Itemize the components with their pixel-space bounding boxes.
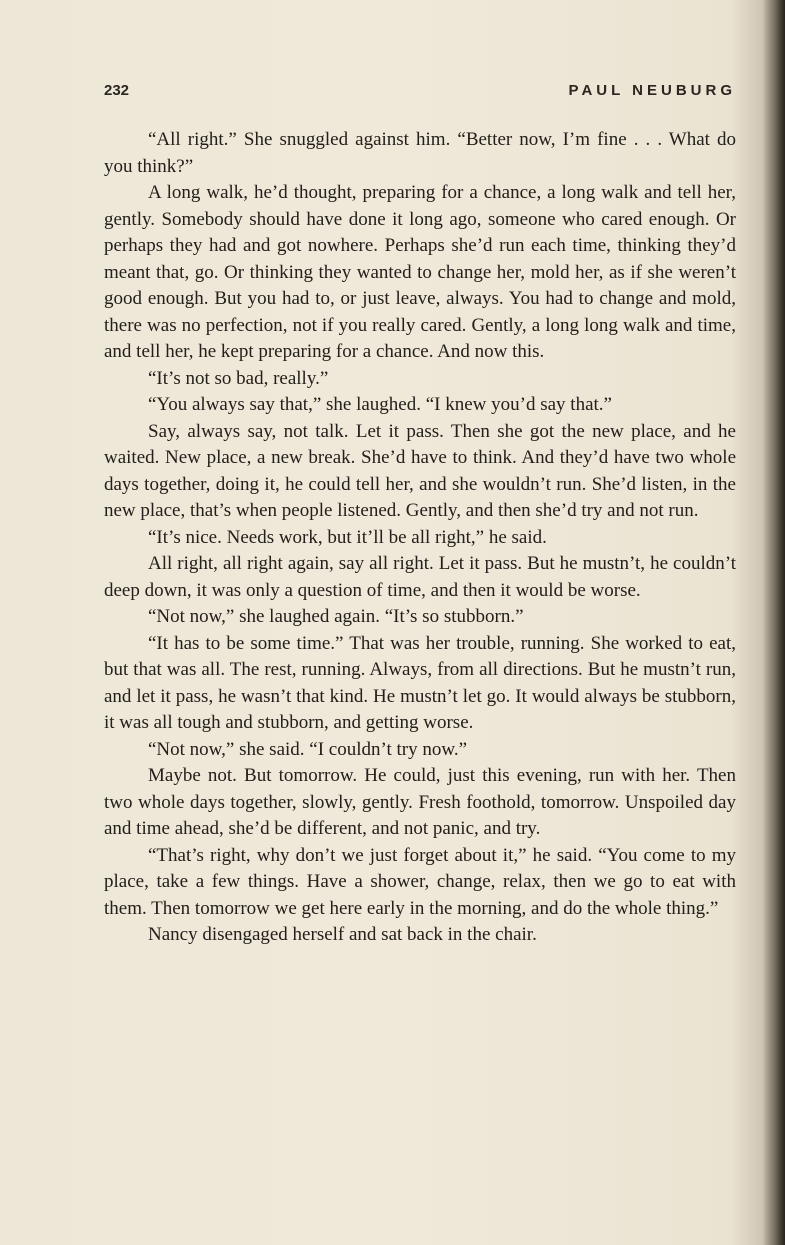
paragraph: “It’s nice. Needs work, but it’ll be all right,” he said. — [148, 526, 547, 548]
running-head: PAUL NEUBURG — [568, 82, 736, 99]
paragraph: Nancy disengaged herself and sat back in the chair. — [148, 924, 537, 945]
paragraph: “It has to be some time.” That was her trouble, running. She worked to eat, but that was all. The rest, running. Always, from all directions. But he mustn’t run, and let it pass, he wasn’t that kind. He mustn’t let go. It would always be stubborn, it was all tough and stubborn, and getting worse. — [104, 632, 736, 733]
page-number: 232 — [104, 82, 130, 99]
paragraph: “Not now,” she laughed again. “It’s so stubborn.” — [148, 606, 524, 627]
paragraph: “All right.” She snuggled against him. “Better now, I’m fine . . . What do you think?” — [104, 129, 736, 177]
page-header — [104, 82, 736, 106]
paragraph: A long walk, he’d thought, preparing for a chance, a long walk and tell her, gently. Somebody should have done it long ago, someone who cared enough. Or perhaps they had and got nowhere. Perhaps she’d run each time, thinking they’d meant that, go. Or thinking they wanted to change her, mold her, as if she weren’t good enough. But you had to, or just leave, always. You had to change and mold, there was no perfection, not if you really cared. Gently, a long long walk and time, and tell her, he kept preparing for a chance. And now this. — [104, 182, 736, 362]
body-text — [104, 127, 736, 949]
paragraph: “It’s not so bad, really.” — [148, 367, 329, 389]
paragraph: Say, always say, not talk. Let it pass. Then she got the new place, and he waited. New place, a new break. She’d have to think. And they’d have two whole days together, doing it, he could tell her, and she wouldn’t run. She’d listen, in the new place, that’s when people listened. Gently, and then she’d try and not run. — [104, 420, 736, 521]
paragraph: “Not now,” she said. “I couldn’t try now.” — [148, 738, 468, 760]
paragraph: Maybe not. But tomorrow. He could, just this evening, run with her. Then two whole days together, slowly, gently. Fresh foothold, tomorrow. Unspoiled day and time ahead, she’d be different, and not panic, and try. — [104, 765, 736, 839]
page-gutter-shadow — [763, 0, 785, 1245]
paragraph: “That’s right, why don’t we just forget about it,” he said. “You come to my place, take a few things. Have a shower, change, relax, then we go to eat with them. Then tomorrow we get here early in the morning, and do the whole thing.” — [104, 844, 736, 919]
paragraph: “You always say that,” she laughed. “I knew you’d say that.” — [148, 394, 612, 415]
paragraph: All right, all right again, say all right. Let it pass. But he mustn’t, he couldn’t deep down, it was only a question of time, and then it would be worse. — [104, 553, 736, 601]
